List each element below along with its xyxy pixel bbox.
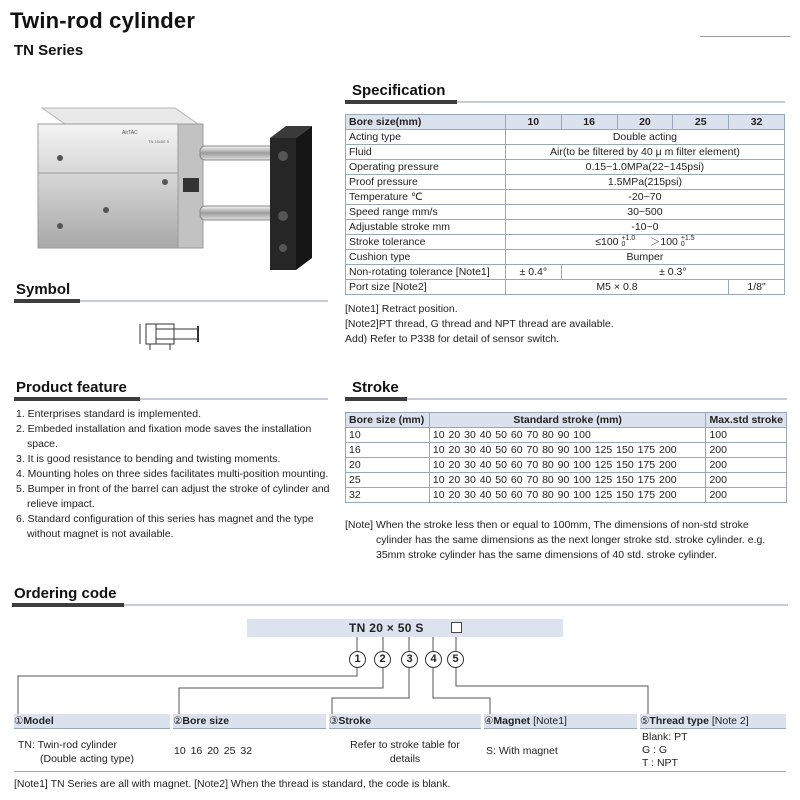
feature-list [16,407,336,542]
spec-row [346,190,785,205]
specification-heading: Specification [352,82,446,99]
spec-value: 1/8" [729,280,785,295]
stroke-bore: 16 [346,443,430,458]
spec-value: ± 0.3° [561,265,784,280]
spec-row [346,145,785,160]
ordering-code-bar [12,603,788,607]
thread-code-box [451,622,462,633]
spec-bore-20: 20 [617,115,673,130]
symbol-bar [14,299,328,303]
spec-header-row [346,115,785,130]
symbol-heading: Symbol [16,281,71,298]
spec-value: M5 × 0.8 [505,280,728,295]
code-circle-1: 1 [349,651,366,668]
spec-row [346,280,785,295]
stroke-row [346,473,787,488]
stroke-table [345,412,787,503]
spec-row [346,265,785,280]
spec-label: Port size [Note2] [346,280,506,295]
spec-note: [Note2]PT thread, G thread and NPT thread are available. [345,318,614,330]
spec-row [346,160,785,175]
stroke-max: 200 [706,488,787,503]
feature-item: 6. Standard configuration of this series has magnet and the type without magnet is not available. [16,513,314,540]
spec-label: Adjustable stroke mm [346,220,506,235]
stroke-max: 200 [706,458,787,473]
stroke-row [346,428,787,443]
stroke-max: 200 [706,473,787,488]
ordering-code-example: TN 20 × 50 S [349,621,424,635]
stroke-header-bore: Bore size (mm) [346,413,430,428]
stroke-row [346,443,787,458]
order-col-thread-body: Blank: PT G : G T : NPT [642,731,688,769]
brand-label: AirTAC [122,130,138,136]
spec-row [346,205,785,220]
spec-row [346,220,785,235]
spec-value: Double acting [505,130,784,145]
ordering-bottom-rule [14,771,786,772]
spec-label: Fluid [346,145,506,160]
spec-bore-10: 10 [505,115,561,130]
spec-label: Stroke tolerance [346,235,506,250]
spec-note: Add) Refer to P338 for detail of sensor switch. [345,333,560,345]
order-col-magnet-head: ④Magnet [Note1] [484,714,637,729]
spec-bore-32: 32 [729,115,785,130]
spec-label: Cushion type [346,250,506,265]
spec-value: Bumper [505,250,784,265]
series-name: TN Series [14,42,84,59]
stroke-max: 200 [706,443,787,458]
page-title: Twin-rod cylinder [10,8,196,33]
stroke-bore: 32 [346,488,430,503]
stroke-values: 10 20 30 40 50 60 70 80 90 100 125 150 175 200 [429,443,706,458]
order-col-thread-head: ⑤Thread type [Note 2] [640,714,786,729]
code-circle-4: 4 [425,651,442,668]
spec-note: [Note1] Retract position. [345,303,458,315]
order-col-stroke-body: Refer to stroke table for details [350,739,460,765]
stroke-values: 10 20 30 40 50 60 70 80 90 100 125 150 175 200 [429,473,706,488]
spec-row [346,250,785,265]
feature-item: 4. Mounting holes on three sides facilitates multi-position mounting. [16,468,329,480]
product-feature-heading: Product feature [16,379,127,396]
feature-item: 2. Embeded installation and fixation mode saves the installation space. [16,423,312,450]
product-feature-bar [14,397,328,401]
spec-header-label: Bore size(mm) [346,115,506,130]
code-circle-3: 3 [401,651,418,668]
stroke-row [346,488,787,503]
spec-label: Acting type [346,130,506,145]
ordering-footnote: [Note1] TN Series are all with magnet. [Note2] When the thread is standard, the code is blank. [14,778,451,790]
order-col-magnet-body: S: With magnet [486,745,558,757]
spec-bore-25: 25 [673,115,729,130]
stroke-values: 10 20 30 40 50 60 70 80 90 100 125 150 175 200 [429,458,706,473]
spec-notes [345,302,614,347]
stroke-tolerance-value: ≤100 +1.0 0 ＞100 +1.5 0 [505,235,784,250]
spec-table [345,114,785,295]
spec-label: Temperature ℃ [346,190,506,205]
stroke-values: 10 20 30 40 50 60 70 80 90 100 [429,428,706,443]
stroke-header-max: Max.std stroke [706,413,787,428]
spec-label: Operating pressure [346,160,506,175]
spec-value: -10~0 [505,220,784,235]
spec-label: Speed range mm/s [346,205,506,220]
feature-item: 3. It is good resistance to bending and twisting moments. [16,453,281,465]
spec-bore-16: 16 [561,115,617,130]
order-col-model-head: ①Model [14,714,170,729]
stroke-header-standard: Standard stroke (mm) [429,413,706,428]
code-circle-5: 5 [447,651,464,668]
spec-value: Air(to be filtered by 40 μ m filter element) [505,145,784,160]
stroke-heading: Stroke [352,379,399,396]
spec-value: 0.15~1.0MPa(22~145psi) [505,160,784,175]
spec-label: Proof pressure [346,175,506,190]
spec-row [346,235,785,250]
stroke-bore: 25 [346,473,430,488]
feature-item: 1. Enterprises standard is implemented. [16,408,202,420]
ordering-code-heading: Ordering code [14,585,117,602]
stroke-header-row [346,413,787,428]
spec-value: 1.5MPa(215psi) [505,175,784,190]
spec-value: 30~500 [505,205,784,220]
stroke-max: 100 [706,428,787,443]
spec-label: Non-rotating tolerance [Note1] [346,265,506,280]
stroke-bar [345,397,787,401]
stroke-bore: 10 [346,428,430,443]
order-col-bore-body: 10 16 20 25 32 [174,745,253,757]
stroke-bore: 20 [346,458,430,473]
order-col-stroke-head: ③Stroke [329,714,481,729]
title-rule [700,36,790,37]
stroke-values: 10 20 30 40 50 60 70 80 90 100 125 150 175 200 [429,488,706,503]
stroke-row [346,458,787,473]
code-circle-2: 2 [374,651,391,668]
stroke-note: [Note] When the stroke less then or equal to 100mm, The dimensions of non-std stroke cylinder has the same dimensions as the next longer stroke std. stroke cylinder. e.g. 35mm stroke cylinder has the same dimensions of 40 std. stroke cylinder. [345,519,766,561]
spec-value: ± 0.4° [505,265,561,280]
spec-row [346,175,785,190]
spec-value: -20~70 [505,190,784,205]
order-col-model-body: TN: Twin-rod cylinder (Double acting type) [18,739,134,765]
feature-item: 5. Bumper in front of the barrel can adjust the stroke of cylinder and relieve impact. [16,483,330,510]
order-col-bore-head: ②Bore size [173,714,326,729]
specification-bar [345,100,785,104]
model-label: TN 16x50 S [148,139,170,144]
product-photo [20,98,320,278]
spec-row [346,130,785,145]
pneumatic-symbol-icon [138,318,208,352]
